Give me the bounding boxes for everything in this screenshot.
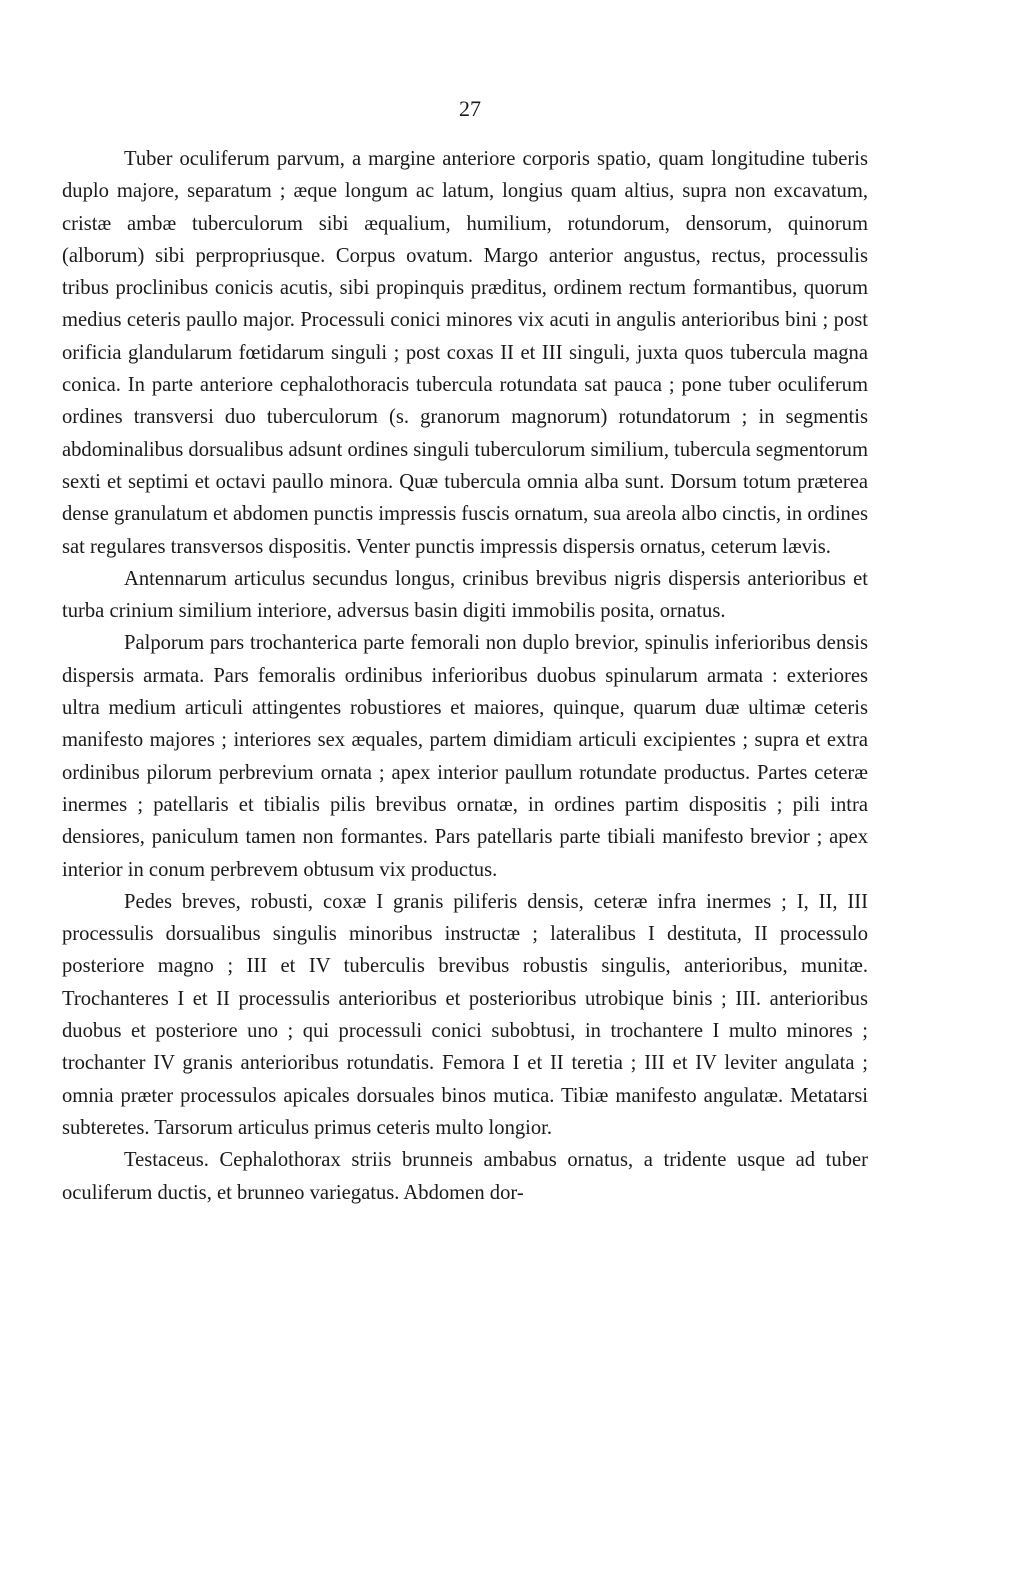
document-body — [62, 143, 868, 1209]
paragraph-palpi: Palporum pars trochanterica parte femorali non duplo brevior, spinulis inferioribus densis dispersis armata. Pars femoralis ordinibus inferioribus duobus spinularum armata : exteriores ultra medium articuli attingentes robustiores et maiores, quinque, quarum duæ ultimæ ceteris manifesto majores ; interiores sex æquales, partem dimidiam articuli excipientes ; supra et extra ordinibus pilorum perbrevium ornata ; apex interior paullum rotundate productus. Partes ceteræ inermes ; patellaris et tibialis pilis brevibus ornatæ, in ordines partim dispositis ; pili intra densiores, paniculum tamen non formantes. Pars patellaris parte tibiali manifesto brevior ; apex interior in conum perbrevem obtusum vix productus. — [62, 632, 868, 881]
page-number: 27 — [459, 96, 481, 121]
paragraph-color: Testaceus. Cephalothorax striis brunneis ambabus ornatus, a tridente usque ad tuber oculiferum ductis, et brunneo variegatus. Abdomen dor- — [62, 1149, 868, 1204]
paragraph-tuber-oculiferum: Tuber oculiferum parvum, a margine anteriore corporis spatio, quam longitudine tuberis duplo majore, separatum ; æque longum ac latum, longius quam altius, supra non excavatum, cristæ ambæ tuberculorum sibi æqualium, humilium, rotundorum, densorum, quinorum (alborum) sibi perpropriusque. Corpus ovatum. Margo anterior angustus, rectus, processulis tribus proclinibus conicis acutis, sibi propinquis præditus, ordinem rectum formantibus, quorum medius ceteris paullo major. Processuli conici minores vix acuti in angulis anterioribus bini ; post orificia glandularum fœtidarum singuli ; post coxas II et III singuli, juxta quos tubercula magna conica. In parte anteriore cephalothoracis tubercula rotundata sat pauca ; pone tuber oculiferum ordines transversi duo tuberculorum (s. granorum magnorum) rotundatorum ; in segmentis abdominalibus dorsualibus adsunt ordines singuli tuberculorum similium, tubercula segmentorum sexti et septimi et octavi paullo minora. Quæ tubercula omnia alba sunt. Dorsum totum præterea dense granulatum et abdomen punctis impressis fuscis ornatum, sua areola albo cinctis, in ordines sat regulares transversos dispositis. Venter punctis impressis dispersis ornatus, ceterum lævis. — [62, 148, 868, 558]
paragraph-antennae: Antennarum articulus secundus longus, crinibus brevibus nigris dispersis anterioribus et turba crinium similium interiore, adversus basin digiti immobilis posita, ornatus. — [62, 567, 868, 623]
paragraph-pedes: Pedes breves, robusti, coxæ I granis piliferis densis, ceteræ infra inermes ; I, II, III processulis dorsualibus singulis minoribus instructæ ; lateralibus I destituta, II processulo posteriore magno ; III et IV tuberculis brevibus robustis singulis, anterioribus, munitæ. Trochanteres I et II processulis anterioribus et posterioribus utrobique binis ; III. anterioribus duobus et posteriore uno ; qui processuli conici subobtusi, in trochantere I multo minores ; trochanter IV granis anterioribus rotundatis. Femora I et II teretia ; III et IV leviter angulata ; omnia præter processulos apicales dorsuales binos mutica. Tibiæ manifesto angulatæ. Metatarsi subteretes. Tarsorum articulus primus ceteris multo longior. — [62, 890, 868, 1139]
